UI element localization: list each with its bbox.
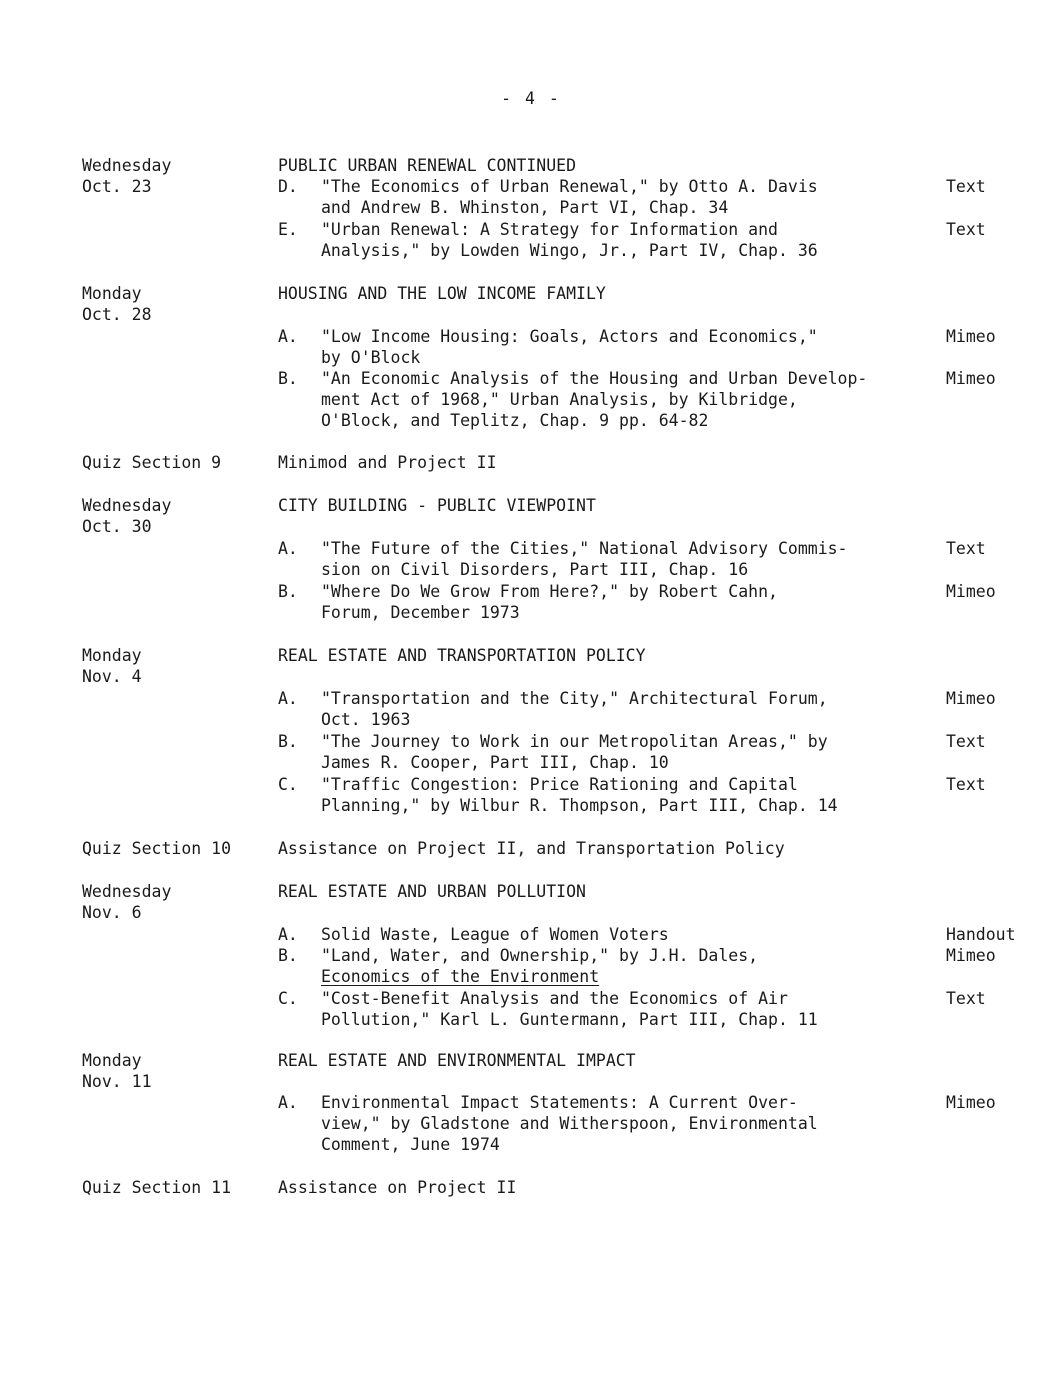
item-citation: "Where Do We Grow From Here?," by Robert Cahn, Forum, December 1973 (321, 581, 941, 623)
item-letter: B. (278, 369, 298, 388)
session-date: Monday Nov. 4 (82, 646, 142, 686)
item-citation: "The Future of the Cities," National Advisory Commis- sion on Civil Disorders, Part III, Chap. 16 (321, 539, 848, 579)
item-source: Text (946, 539, 986, 558)
item-letter: A. (278, 689, 298, 708)
item-source: Mimeo (946, 327, 996, 346)
item-citation: "Transportation and the City," Architectural Forum, Oct. 1963 (321, 689, 828, 729)
item-source: Handout (946, 925, 1016, 944)
item-letter: A. (278, 539, 298, 558)
item-source: Text (946, 732, 986, 751)
item-letter: A. (278, 1093, 298, 1112)
session-date: Monday Nov. 11 (82, 1051, 152, 1091)
citation-line-forum: Forum, December 1973 (321, 603, 520, 622)
session-heading: REAL ESTATE AND ENVIRONMENTAL IMPACT (278, 1051, 636, 1070)
item-citation: "Urban Renewal: A Strategy for Information and Analysis," by Lowden Wingo, Jr., Part IV, Chap. 36 (321, 220, 818, 260)
page-number: - 4 - (501, 89, 561, 108)
item-source: Mimeo (946, 582, 996, 601)
item-source: Mimeo (946, 689, 996, 708)
item-source: Text (946, 989, 986, 1008)
session-heading: Assistance on Project II, and Transportation Policy (278, 839, 785, 858)
session-date: Quiz Section 10 (82, 839, 232, 858)
book-title: Economics of the Environment (321, 967, 600, 986)
item-source: Text (946, 177, 986, 196)
session-heading: PUBLIC URBAN RENEWAL CONTINUED (278, 156, 577, 175)
item-letter: C. (278, 989, 298, 1008)
item-citation: "Land, Water, and Ownership," by J.H. Dales, Economics of the Environment (321, 945, 941, 987)
item-citation: "Traffic Congestion: Price Rationing and Capital Planning," by Wilbur R. Thompson, Part III, Chap. 14 (321, 775, 838, 815)
item-citation: "Cost-Benefit Analysis and the Economics of Air Pollution," Karl L. Guntermann, Part III, Chap. 11 (321, 989, 818, 1029)
item-source: Text (946, 775, 986, 794)
item-citation: "Low Income Housing: Goals, Actors and Economics," by O'Block (321, 327, 818, 367)
item-citation: "The Journey to Work in our Metropolitan Areas," by James R. Cooper, Part III, Chap. 10 (321, 732, 828, 772)
session-heading: CITY BUILDING - PUBLIC VIEWPOINT (278, 496, 596, 515)
item-letter: B. (278, 732, 298, 751)
session-date: Wednesday Nov. 6 (82, 882, 172, 922)
session-date: Wednesday Oct. 23 (82, 156, 172, 196)
session-heading: Assistance on Project II (278, 1178, 517, 1197)
item-letter: A. (278, 327, 298, 346)
session-date: Wednesday Oct. 30 (82, 496, 172, 536)
item-source: Text (946, 220, 986, 239)
item-citation: "The Economics of Urban Renewal," by Otto A. Davis and Andrew B. Whinston, Part VI, Chap. 34 (321, 177, 818, 217)
item-source: Mimeo (946, 1093, 996, 1112)
session-heading: Minimod and Project II (278, 453, 497, 472)
item-citation: "An Economic Analysis of the Housing and Urban Develop- ment Act of 1968," Urban Analysis, by Kilbridge, O'Block, and Teplitz, Chap. 9 pp. 64-82 (321, 369, 868, 430)
item-citation: Solid Waste, League of Women Voters (321, 925, 669, 944)
item-citation: Environmental Impact Statements: A Current Over- view," by Gladstone and Witherspoon, Environmental Comment, June 1974 (321, 1093, 818, 1154)
item-source: Mimeo (946, 946, 996, 965)
item-letter: C. (278, 775, 298, 794)
session-heading: HOUSING AND THE LOW INCOME FAMILY (278, 284, 606, 303)
session-date: Monday Oct. 28 (82, 284, 152, 324)
item-letter: B. (278, 582, 298, 601)
item-letter: D. (278, 177, 298, 196)
session-date: Quiz Section 9 (82, 453, 222, 472)
session-heading: REAL ESTATE AND URBAN POLLUTION (278, 882, 586, 901)
session-date: Quiz Section 11 (82, 1178, 232, 1197)
item-letter: A. (278, 925, 298, 944)
item-letter: B. (278, 946, 298, 965)
session-heading: REAL ESTATE AND TRANSPORTATION POLICY (278, 646, 646, 665)
item-source: Mimeo (946, 369, 996, 388)
item-letter: E. (278, 220, 298, 239)
